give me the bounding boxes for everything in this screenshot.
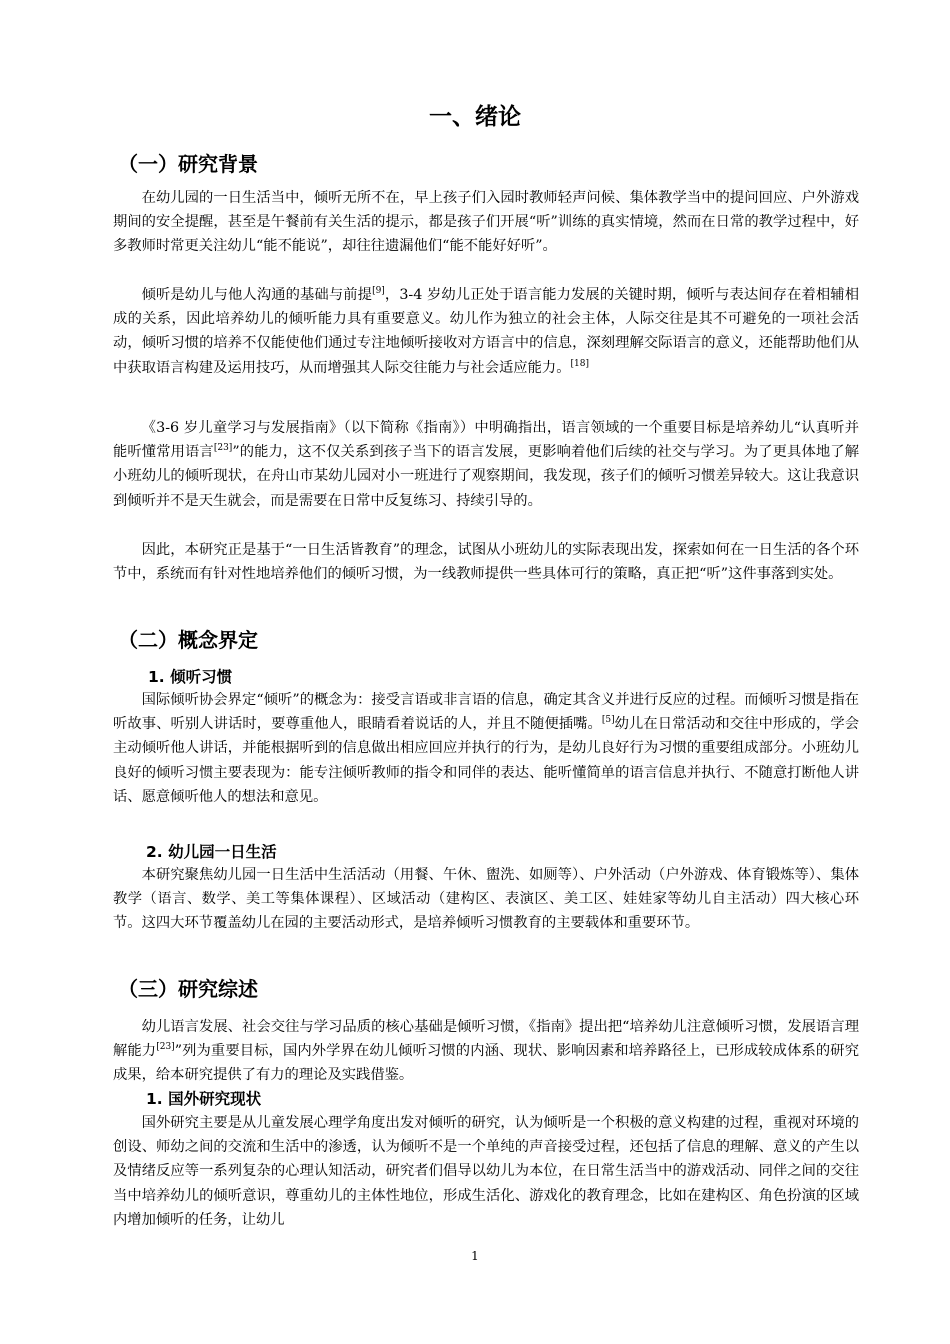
paragraph-background-3: 《3-6 岁儿童学习与发展指南》（以下简称《指南》）中明确指出，语言领域的一个重要目标是培养幼儿“认真听并能听懂常用语言[23]”的能力，这不仅关系到孩子当下的语言发展，更影响着他们后续的社交与学习。为了更具体地了解小班幼儿的倾听现状，在舟山市某幼儿园对小一班进行了观察期间，我发现，孩子们的倾听习惯差异较大。这让我意识到倾听并不是天生就会，而是需要在日常中反复练习、持续引导的。 [113, 420, 859, 509]
subsection-heading-daily-life: 2. 幼儿园一日生活 [146, 843, 277, 861]
paragraph-background-1: 在幼儿园的一日生活当中，倾听无所不在，早上孩子们入园时教师轻声问候、集体教学当中的提问回应、户外游戏期间的安全提醒，甚至是午餐前有关生活的提示，都是孩子们开展“听”训练的真实情境，然而在日常的教学过程中，好多教师时常更关注幼儿“能不能说”，却往往遗漏他们“能不能好好听”。 [113, 190, 859, 255]
section-heading-background: （一）研究背景 [118, 152, 258, 176]
section-heading-review: （三）研究综述 [118, 977, 258, 1001]
citation-ref[interactable]: [18] [570, 358, 589, 369]
paragraph-review-intro: 幼儿语言发展、社会交往与学习品质的核心基础是倾听习惯，《指南》提出把“培养幼儿注意倾听习惯，发展语言理解能力[23]”列为重要目标，国内外学界在幼儿倾听习惯的内涵、现状、影响因素和培养路径上，已形成较成体系的研究成果，给本研究提供了有力的理论及实践借鉴。 [113, 1019, 859, 1084]
paragraph-daily-life: 本研究聚焦幼儿园一日生活中生活活动（用餐、午休、盥洗、如厕等）、户外活动（户外游戏、体育锻炼等）、集体教学（语言、数学、美工等集体课程）、区域活动（建构区、表演区、美工区、娃娃家等幼儿自主活动）四大核心环节。这四大环节覆盖幼儿在园的主要活动形式，是培养倾听习惯教育的主要载体和重要环节。 [113, 867, 859, 932]
citation-ref[interactable]: [5] [601, 715, 615, 726]
citation-ref[interactable]: [23] [156, 1042, 175, 1053]
citation-ref[interactable]: [23] [213, 443, 233, 454]
section-heading-definitions: （二）概念界定 [118, 628, 258, 652]
chapter-title: 一、绪论 [429, 104, 521, 130]
subsection-heading-foreign-research: 1. 国外研究现状 [146, 1090, 262, 1108]
subsection-heading-listening-habit: 1. 倾听习惯 [148, 668, 233, 686]
paragraph-background-4: 因此，本研究正是基于“一日生活皆教育”的理念，试图从小班幼儿的实际表现出发，探索如何在一日生活的各个环节中，系统而有针对性地培养他们的倾听习惯，为一线教师提供一些具体可行的策略，真正把“听”这件事落到实处。 [113, 542, 859, 583]
paragraph-background-2: 倾听是幼儿与他人沟通的基础与前提[9]，3-4 岁幼儿正处于语言能力发展的关键时期，倾听与表达间存在着相辅相成的关系，因此培养幼儿的倾听能力具有重要意义。幼儿作为独立的社会主体，人际交往是其不可避免的一项社会活动，倾听习惯的培养不仅能使他们通过专注地倾听接收对方语言中的信息，深刻理解交际语言的意义，还能帮助他们从中获取语言构建及运用技巧，从而增强其人际交往能力与社会适应能力。[18] [113, 286, 859, 376]
paragraph-foreign-research: 国外研究主要是从儿童发展心理学角度出发对倾听的研究，认为倾听是一个积极的意义构建的过程，重视对环境的创设、师幼之间的交流和生活中的渗透，认为倾听不是一个单纯的声音接受过程，还包括了信息的理解、意义的产生以及情绪反应等一系列复杂的心理认知活动，研究者们倡导以幼儿为本位，在日常生活当中的游戏活动、同伴之间的交往当中培养幼儿的倾听意识，尊重幼儿的主体性地位，形成生活化、游戏化的教育理念，比如在建构区、角色扮演的区域内增加倾听的任务，让幼儿 [113, 1115, 859, 1228]
paragraph-listening-habit: 国际倾听协会界定“倾听”的概念为：接受言语或非言语的信息，确定其含义并进行反应的过程。而倾听习惯是指在听故事、听别人讲话时，要尊重他人，眼睛看着说话的人，并且不随便插嘴。[5]幼儿在日常活动和交往中形成的，学会主动倾听他人讲话，并能根据听到的信息做出相应回应并执行的行为，是幼儿良好行为习惯的重要组成部分。小班幼儿良好的倾听习惯主要表现为：能专注倾听教师的指令和同伴的表达、能听懂简单的语言信息并执行、不随意打断他人讲话、愿意倾听他人的想法和意见。 [113, 692, 860, 805]
page-number: 1 [471, 1249, 479, 1263]
citation-ref[interactable]: [9] [372, 286, 385, 297]
